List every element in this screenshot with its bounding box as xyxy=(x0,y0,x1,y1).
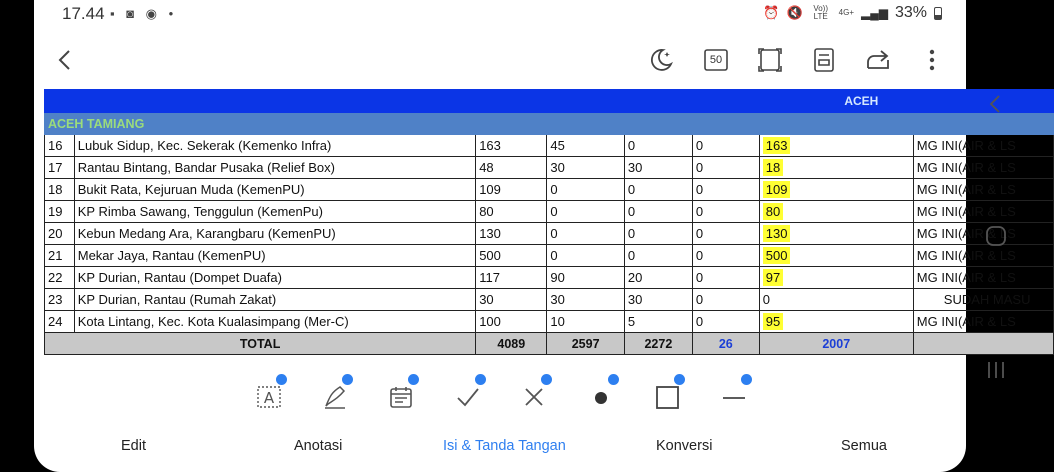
total-d: 26 xyxy=(692,333,759,355)
top-toolbar xyxy=(34,38,966,82)
row-value-c: 0 xyxy=(624,245,692,267)
row-value-b: 30 xyxy=(547,289,625,311)
row-value-e: 0 xyxy=(759,289,913,311)
row-value-b: 0 xyxy=(547,201,625,223)
row-value-e xyxy=(759,245,913,267)
row-value-d: 0 xyxy=(692,223,759,245)
highlighted-value: 18 xyxy=(763,159,783,176)
highlighted-value: 97 xyxy=(763,269,783,286)
total-row xyxy=(45,333,1054,355)
row-note: MG INI(AIR & LS xyxy=(913,135,1053,157)
data-table xyxy=(44,89,1054,355)
row-value-c: 20 xyxy=(624,267,692,289)
rectangle-tool-icon xyxy=(654,384,680,410)
dot-tool-icon xyxy=(588,384,614,410)
table-row xyxy=(45,311,1054,333)
text-box-tool-icon xyxy=(256,384,282,410)
row-value-a: 500 xyxy=(476,245,547,267)
region-label: ACEH xyxy=(692,90,913,113)
tab-konversi[interactable]: Konversi xyxy=(656,438,713,454)
signal-icon: ▂▄▆ xyxy=(861,6,888,20)
row-note: MG INI(AIR & LS xyxy=(913,179,1053,201)
row-location: Bukit Rata, Kejuruan Muda (KemenPU) xyxy=(74,179,475,201)
highlighted-value: 95 xyxy=(763,313,783,330)
row-value-a: 100 xyxy=(476,311,547,333)
row-location: Rantau Bintang, Bandar Pusaka (Relief Box) xyxy=(74,157,475,179)
page-number-icon[interactable] xyxy=(702,46,730,74)
line-tool[interactable] xyxy=(721,378,749,408)
row-number: 16 xyxy=(45,135,75,157)
row-value-c: 30 xyxy=(624,157,692,179)
row-value-e xyxy=(759,267,913,289)
tab-semua[interactable]: Semua xyxy=(841,438,887,454)
line-tool-icon xyxy=(721,384,747,410)
row-value-e xyxy=(759,135,913,157)
row-note: MG INI(AIR & LS xyxy=(913,201,1053,223)
tool-badge xyxy=(541,374,552,385)
row-location: Lubuk Sidup, Kec. Sekerak (Kemenko Infra) xyxy=(74,135,475,157)
highlighted-value: 109 xyxy=(763,181,791,198)
row-value-c: 0 xyxy=(624,201,692,223)
region-header-row xyxy=(45,90,1054,113)
row-note: MG INI(AIR & LS xyxy=(913,157,1053,179)
share-icon[interactable] xyxy=(864,46,892,74)
row-number: 18 xyxy=(45,179,75,201)
subregion-label: ACEH TAMIANG xyxy=(45,113,1054,135)
row-note: MG INI(AIR & LS xyxy=(913,311,1053,333)
row-value-b: 10 xyxy=(547,311,625,333)
highlighted-value: 80 xyxy=(763,203,783,220)
row-value-b: 45 xyxy=(547,135,625,157)
row-value-d: 0 xyxy=(692,245,759,267)
row-value-d: 0 xyxy=(692,135,759,157)
status-right xyxy=(763,4,942,22)
page-layout-icon[interactable] xyxy=(810,46,838,74)
alarm-icon: ⏰ xyxy=(763,5,780,20)
dot-tool[interactable] xyxy=(588,378,616,408)
row-location: Kebun Medang Ara, Karangbaru (KemenPU) xyxy=(74,223,475,245)
row-number: 20 xyxy=(45,223,75,245)
row-location: KP Durian, Rantau (Rumah Zakat) xyxy=(74,289,475,311)
signature-tool-icon xyxy=(322,384,348,410)
check-tool[interactable] xyxy=(455,378,483,408)
row-note: MG INI(AIR & LS xyxy=(913,245,1053,267)
mute-icon: 🔇 xyxy=(786,5,803,20)
table-row xyxy=(45,267,1054,289)
tab-anotasi[interactable]: Anotasi xyxy=(294,438,343,454)
highlighted-value: 500 xyxy=(763,247,791,264)
total-label: TOTAL xyxy=(45,333,476,355)
table-row xyxy=(45,289,1054,311)
row-value-c: 0 xyxy=(624,179,692,201)
tool-badge xyxy=(674,374,685,385)
notification-icons: ▪ ◙ ◉ • xyxy=(110,6,178,21)
total-a: 4089 xyxy=(476,333,547,355)
row-value-e xyxy=(759,223,913,245)
night-mode-icon[interactable] xyxy=(647,46,675,74)
row-value-a: 163 xyxy=(476,135,547,157)
row-value-a: 109 xyxy=(476,179,547,201)
table-row xyxy=(45,223,1054,245)
text-box-tool[interactable] xyxy=(256,378,284,408)
network-label: 4G+ xyxy=(838,8,854,17)
battery-percent: 33% xyxy=(894,4,927,21)
fill-sign-toolbar xyxy=(34,372,966,416)
tool-badge xyxy=(276,374,287,385)
row-location: Mekar Jaya, Rantau (KemenPU) xyxy=(74,245,475,267)
row-number: 24 xyxy=(45,311,75,333)
total-b: 2597 xyxy=(547,333,625,355)
row-value-c: 0 xyxy=(624,223,692,245)
row-value-d: 0 xyxy=(692,157,759,179)
cross-tool[interactable] xyxy=(521,378,549,408)
nav-back-icon[interactable] xyxy=(984,92,1008,121)
row-value-d: 0 xyxy=(692,311,759,333)
more-icon[interactable] xyxy=(918,46,946,74)
row-value-d: 0 xyxy=(692,267,759,289)
highlighted-value: 130 xyxy=(763,225,791,242)
rectangle-tool[interactable] xyxy=(654,378,682,408)
row-value-a: 117 xyxy=(476,267,547,289)
total-e: 2007 xyxy=(759,333,913,355)
tool-badge xyxy=(342,374,353,385)
tab-isi-tanda-tangan[interactable]: Isi & Tanda Tangan xyxy=(443,438,566,454)
app-window xyxy=(34,0,1031,472)
row-value-e xyxy=(759,157,913,179)
row-number: 19 xyxy=(45,201,75,223)
status-bar xyxy=(34,0,966,30)
nav-home-icon[interactable] xyxy=(984,224,1008,253)
row-location: Kota Lintang, Kec. Kota Kualasimpang (Mer-C) xyxy=(74,311,475,333)
row-value-b: 0 xyxy=(547,245,625,267)
fullscreen-icon[interactable] xyxy=(756,46,784,74)
bottom-tab-bar xyxy=(34,432,966,462)
row-value-e xyxy=(759,201,913,223)
row-value-e xyxy=(759,179,913,201)
table-row xyxy=(45,135,1054,157)
highlighted-value: 163 xyxy=(763,137,791,154)
row-value-a: 130 xyxy=(476,223,547,245)
row-number: 21 xyxy=(45,245,75,267)
row-note: SUDAH MASU xyxy=(913,289,1053,311)
check-tool-icon xyxy=(455,384,481,410)
row-number: 23 xyxy=(45,289,75,311)
date-tool-icon xyxy=(388,384,414,410)
row-number: 17 xyxy=(45,157,75,179)
subregion-header-row xyxy=(45,113,1054,135)
row-value-c: 30 xyxy=(624,289,692,311)
tool-badge xyxy=(475,374,486,385)
table-row xyxy=(45,179,1054,201)
row-value-a: 80 xyxy=(476,201,547,223)
tool-badge xyxy=(608,374,619,385)
row-value-b: 0 xyxy=(547,179,625,201)
table-row xyxy=(45,201,1054,223)
total-c: 2272 xyxy=(624,333,692,355)
row-number: 22 xyxy=(45,267,75,289)
row-location: KP Rimba Sawang, Tenggulun (KemenPu) xyxy=(74,201,475,223)
row-note: MG INI(AIR & LS xyxy=(913,223,1053,245)
signature-tool[interactable] xyxy=(322,378,350,408)
tab-edit[interactable]: Edit xyxy=(121,438,146,454)
row-location: KP Durian, Rantau (Dompet Duafa) xyxy=(74,267,475,289)
row-value-b: 0 xyxy=(547,223,625,245)
system-nav-bar xyxy=(978,0,1018,472)
row-value-b: 30 xyxy=(547,157,625,179)
cross-tool-icon xyxy=(521,384,547,410)
row-value-d: 0 xyxy=(692,289,759,311)
table-row xyxy=(45,157,1054,179)
tool-badge xyxy=(741,374,752,385)
table-row xyxy=(45,245,1054,267)
tool-badge xyxy=(408,374,419,385)
row-value-c: 0 xyxy=(624,135,692,157)
back-icon[interactable] xyxy=(52,46,80,74)
volte-label: Vo)) LTE xyxy=(813,4,828,21)
row-value-e xyxy=(759,311,913,333)
row-value-a: 30 xyxy=(476,289,547,311)
row-value-b: 90 xyxy=(547,267,625,289)
nav-recents-icon[interactable] xyxy=(984,358,1008,387)
page-number-badge: 50 xyxy=(709,54,723,66)
status-time: 17.44 xyxy=(62,4,105,23)
svg-text:A: A xyxy=(263,389,275,407)
row-value-d: 0 xyxy=(692,201,759,223)
document-viewport[interactable] xyxy=(44,89,1031,355)
row-value-d: 0 xyxy=(692,179,759,201)
battery-icon xyxy=(934,7,942,20)
row-note: MG INI(AIR & LS xyxy=(913,267,1053,289)
date-tool[interactable] xyxy=(388,378,416,408)
row-value-c: 5 xyxy=(624,311,692,333)
row-value-a: 48 xyxy=(476,157,547,179)
